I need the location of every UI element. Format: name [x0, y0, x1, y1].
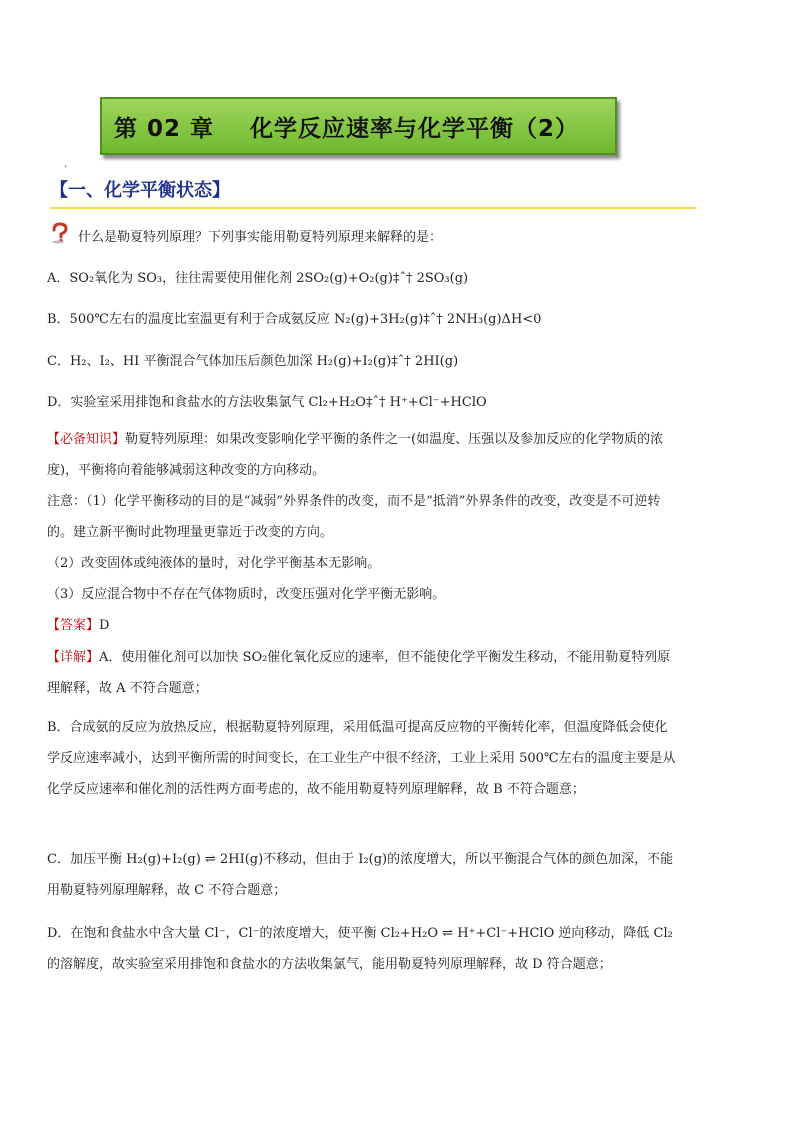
answer-line	[47, 610, 677, 641]
note-2: （2）改变固体或纯液体的量时，对化学平衡基本无影响。	[47, 556, 381, 571]
detail-b: B．合成氨的反应为放热反应，根据勒夏特列原理，采用低温可提高反应物的平衡转化率，但温度降低会使化学反应速率减小，达到平衡所需的时间变长，在工业生产中很不经济，工业上采用 500℃左右的温度主要是从化学反应速率和催化剂的活性两方面考虑的，故不能用勒夏特列原理解释，故 B 不符合题意；	[47, 720, 676, 797]
answer-value: D	[99, 618, 110, 633]
detail-a-text: A．使用催化剂可以加快 SO₂催化氧化反应的速率，但不能使化学平衡发生移动，不能用勒夏特列原理解释，故 A 不符合题意；	[47, 650, 671, 696]
detail-a	[47, 642, 677, 704]
detail-c: C．加压平衡 H₂(g)+I₂(g) ⇌ 2HI(g)不移动，但由于 I₂(g)的浓度增大，所以平衡混合气体的颜色加深，不能用勒夏特列原理解释，故 C 不符合题意；	[47, 852, 674, 898]
question-text: 什么是勒夏特列原理？下列事实能用勒夏特列原理来解释的是：	[78, 230, 443, 245]
knowledge-paragraph	[47, 424, 677, 486]
section-heading: 【一、化学平衡状态】	[50, 176, 696, 209]
question-mark-icon	[50, 222, 70, 244]
knowledge-label: 【必备知识】	[47, 432, 126, 447]
chapter-title-banner	[100, 97, 617, 155]
note-1: 注意：（1）化学平衡移动的目的是“减弱”外界条件的改变，而不是“抵消”外界条件的改变，改变是不可逆转的。建立新平衡时此物理量更靠近于改变的方向。	[47, 494, 661, 540]
answer-label: 【答案】	[47, 618, 100, 633]
detail-label: 【详解】	[47, 650, 100, 665]
note-3: （3）反应混合物中不存在气体物质时，改变压强对化学平衡无影响。	[47, 587, 446, 602]
knowledge-text: 勒夏特列原理：如果改变影响化学平衡的条件之一(如温度、压强以及参加反应的化学物质的浓度)，平衡将向着能够减弱这种改变的方向移动。	[47, 432, 664, 478]
option-c: C．H₂、I₂、HI 平衡混合气体加压后颜色加深 H₂(g)+I₂(g)‡ˆ† 2HI(g)	[47, 354, 459, 369]
option-d: D．实验室采用排饱和食盐水的方法收集氯气 Cl₂+H₂O‡ˆ† H⁺+Cl⁻+HClO	[47, 395, 487, 410]
option-a: A．SO₂氧化为 SO₃，往往需要使用催化剂 2SO₂(g)+O₂(g)‡ˆ† 2SO₃(g)	[47, 271, 469, 286]
option-b: B．500℃左右的温度比室温更有利于合成氨反应 N₂(g)+3H₂(g)‡ˆ† 2NH₃(g)ΔH<0	[47, 312, 542, 327]
detail-d: D．在饱和食盐水中含大量 Cl⁻，Cl⁻的浓度增大，使平衡 Cl₂+H₂O ⇌ H⁺+Cl⁻+HClO 逆向移动，降低 Cl₂的溶解度，故实验室采用排饱和食盐水的方法收集氯气，能用勒夏特列原理解释，故 D 符合题意；	[47, 926, 673, 972]
bullet-dot: ·	[64, 162, 68, 173]
chapter-title: 第 02 章 化学反应速率与化学平衡（2）	[114, 115, 580, 142]
